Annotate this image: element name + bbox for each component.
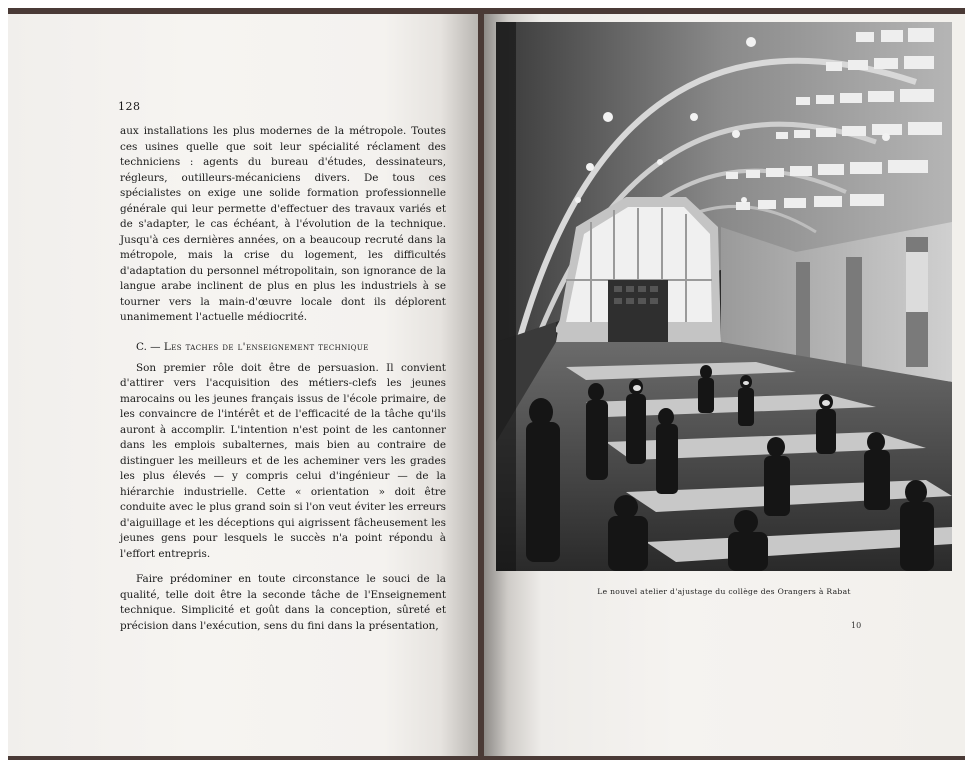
paragraph-persuasion: Son premier rôle doit être de persuasion. Il convient d'attirer vers l'acquisition des métiers-clefs les jeunes marocains ou les jeunes français issus de l'école primaire, de les convaincre de l'intérêt et de l'efficacité de la tâche qu'ils auront à accomplir. L'intention n'est point de les cantonner dans les emplois subalternes, mais bien au contraire de distinguer les meilleurs et de les acheminer vers les grades les plus élevés — y compris celui d'ingénieur — de la hiérarchie industrielle. Cette « orientation » doit être conduite avec le plus grand soin si l'on veut éviter les erreurs d'aiguillage et les déceptions qui aigrissent fâcheusement les jeunes gens pour lesquels le succès n'a point répondu à l'effort entrepris. bbox=[120, 361, 446, 560]
open-book bbox=[8, 8, 965, 760]
page-number: 128 bbox=[118, 100, 141, 113]
photo-caption: Le nouvel atelier d'ajustage du collège des Orangers à Rabat bbox=[597, 587, 851, 596]
workshop-photograph bbox=[496, 22, 952, 571]
right-page bbox=[484, 14, 965, 756]
section-heading bbox=[120, 340, 446, 355]
paragraph-continuation: aux installations les plus modernes de la métropole. Toutes ces usines quelle que soit leur spécialité réclament des techniciens : agents du bureau d'études, dessinateurs, régleurs, outilleurs-mécaniciens divers. De tous ces spécialistes on exige une solide formation professionnelle générale qui leur permette d'effectuer des travaux variés et de s'adapter, le cas échéant, à l'évolution de la technique. Jusqu'à ces dernières années, on a beaucoup recruté dans la métropole, mais la crise du logement, les difficultés d'adaptation du personnel métropolitain, son ignorance de la langue arabe inclinent de plus en plus les industriels à se tourner vers la main-d'œuvre locale dont ils déplorent unanimement l'actuelle médiocrité. bbox=[120, 125, 446, 323]
section-letter: C. — bbox=[136, 340, 161, 353]
page-number: 10 bbox=[851, 621, 862, 630]
section-title: Les taches de l'enseignement technique bbox=[163, 340, 369, 353]
body-text bbox=[120, 124, 446, 634]
paragraph-quality: Faire prédominer en toute circonstance le souci de la qualité, telle doit être la seconde tâche de l'Enseignement technique. Simplicité et goût dans la conception, sûreté et précision dans l'exécution, sens du fini dans la présentation, bbox=[120, 573, 446, 632]
left-page bbox=[8, 14, 478, 756]
